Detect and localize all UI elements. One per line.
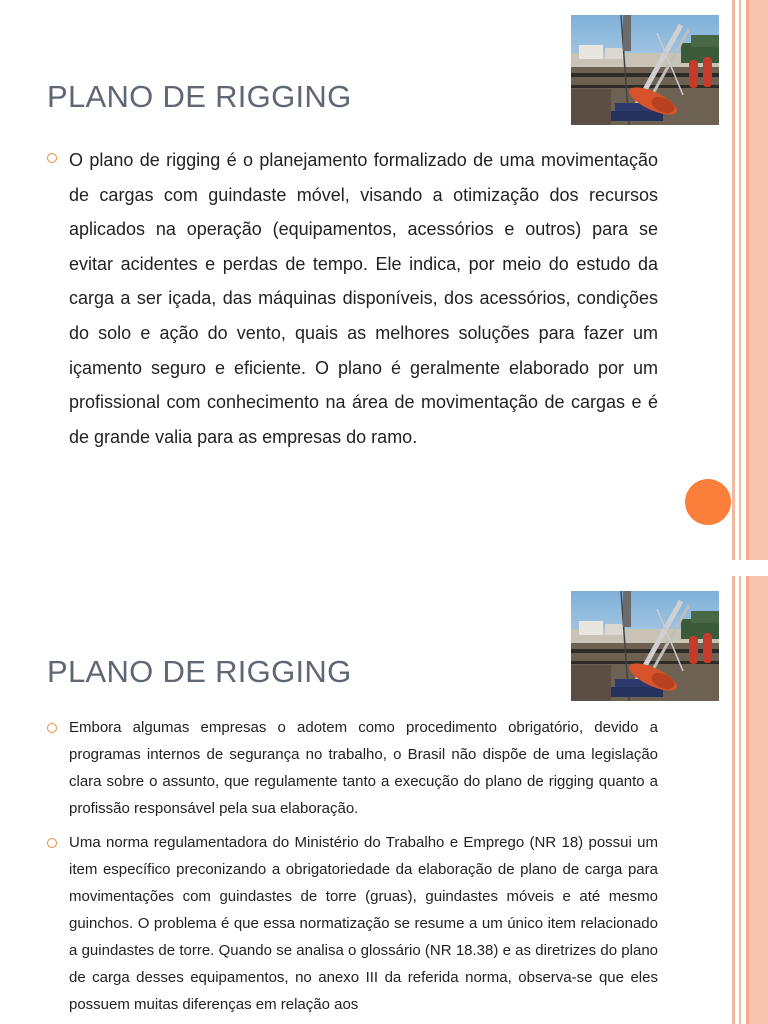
slide-border-stripes xyxy=(732,576,768,1024)
bullet-text: Uma norma regulamentadora do Ministério do Trabalho e Emprego (NR 18) possui um item específico preconizando a obrigatoriedade da elaboração de plano de carga para movimentações com guindastes de torre (gruas), guindastes móveis e até mesmo guinchos. O problema é que essa normatização se resume a um único item relacionado a guindastes de torre. Quando se analisa o glossário (NR 18.38) e as diretrizes do plano de carga desses equipamentos, no anexo III da referida norma, observa-se que eles possuem muitas diferenças em relação aos xyxy=(69,834,658,1013)
bullet-icon xyxy=(47,838,57,848)
body-paragraph: O plano de rigging é o planejamento formalizado de uma movimentação de cargas com guindaste móvel, visando a otimização dos recursos aplicados na operação (equipamentos, acessórios e outros) para se evitar acidentes e perdas de tempo. Ele indica, por meio do estudo da carga a ser içada, das máquinas disponíveis, dos acessórios, condições do solo e ação do vento, quais as melhores soluções para fazer um içamento seguro e eficiente. O plano é geralmente elaborado por um profissional com conhecimento na área de movimentação de cargas e é de grande valia para as empresas do ramo. xyxy=(69,150,658,447)
crane-photo xyxy=(571,591,719,701)
slide-separator xyxy=(0,560,768,576)
slide-border-stripes xyxy=(732,0,768,560)
bullet-icon xyxy=(47,723,57,733)
slide-title: PLANO DE RIGGING xyxy=(47,79,352,114)
bullet-icon xyxy=(47,153,57,163)
crane-photo xyxy=(571,15,719,125)
slide-title: PLANO DE RIGGING xyxy=(47,654,352,689)
decorative-circle xyxy=(685,479,731,525)
bullet-text: Embora algumas empresas o adotem como procedimento obrigatório, devido a programas internos de segurança no trabalho, o Brasil não dispõe de uma legislação clara sobre o assunto, que regulamente tanto a execução do plano de rigging quanto a profissão responsável pela sua elaboração. xyxy=(69,719,658,817)
